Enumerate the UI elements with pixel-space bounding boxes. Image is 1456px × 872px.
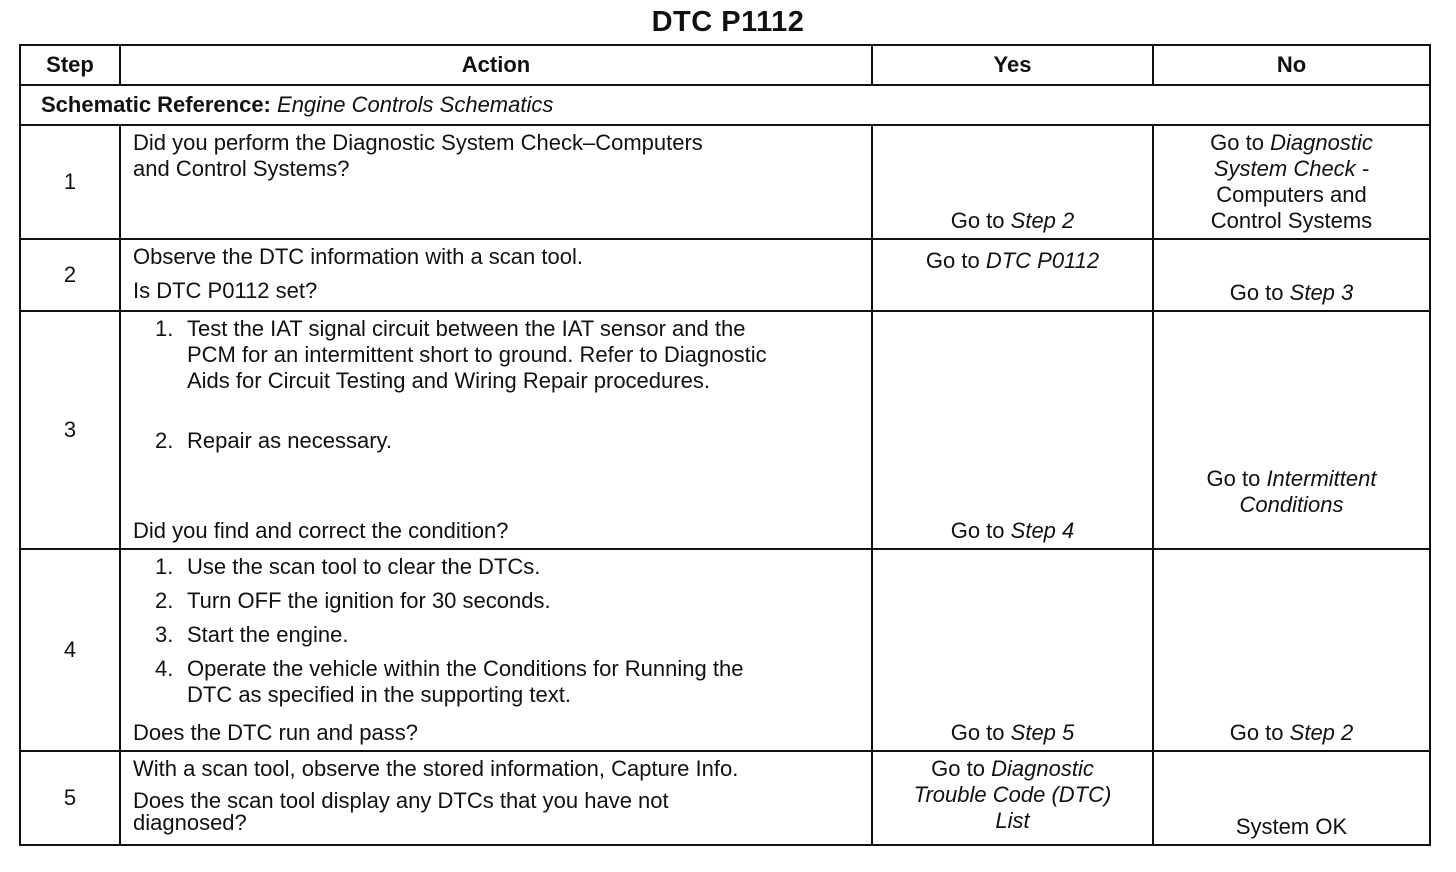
action-text: and Control Systems? [133,156,350,181]
header-no: No [1153,45,1430,85]
step-number: 1 [20,125,120,239]
no-target: Step 3 [1289,280,1354,305]
yes-link[interactable] [873,756,1152,834]
no-link[interactable] [1154,280,1429,306]
yes-target: List [995,808,1030,833]
yes-cell [872,239,1153,311]
action-cell [120,239,872,311]
go-to-text: Go to [1210,130,1264,155]
list-number: 2. [155,588,174,613]
no-target: System Check - [1213,156,1370,181]
action-list [133,554,861,708]
action-text: Did you perform the Diagnostic System Check–Computers [133,130,703,155]
header-action: Action [120,45,872,85]
action-question: Did you find and correct the condition? [133,518,509,543]
action-list [133,316,861,454]
list-text: Repair as necessary. [187,428,393,453]
yes-target: Trouble Code (DTC) [913,782,1112,807]
header-yes: Yes [872,45,1153,85]
list-text: Operate the vehicle within the Conditions for Running the [187,656,744,681]
table-row [20,239,1430,311]
no-target: Conditions [1239,492,1344,517]
yes-cell [872,549,1153,751]
yes-cell [872,311,1153,549]
action-text: Observe the DTC information with a scan tool. [133,244,583,269]
list-number: 4. [155,656,174,681]
list-number: 1. [155,316,174,341]
no-target: Diagnostic [1270,130,1373,155]
no-cell [1153,549,1430,751]
step-number: 4 [20,549,120,751]
list-item [133,656,861,708]
no-cell [1153,125,1430,239]
schematic-reference [20,85,1430,125]
no-cell [1153,311,1430,549]
no-link[interactable] [1154,466,1429,518]
yes-link[interactable] [873,248,1152,274]
list-number: 1. [155,554,174,579]
action-cell [120,751,872,845]
action-cell [120,549,872,751]
list-text: Turn OFF the ignition for 30 seconds. [187,588,551,613]
go-to-text: Go to [1229,280,1284,305]
schematic-row [20,85,1430,125]
no-cell [1153,751,1430,845]
yes-link[interactable] [873,208,1152,234]
yes-target: Step 2 [1010,208,1075,233]
action-question: Does the scan tool display any DTCs that you have not [133,788,669,813]
no-target: Intermittent [1266,466,1377,491]
page-title: DTC P1112 [651,6,805,38]
action-cell [120,125,872,239]
yes-target: Diagnostic [991,756,1094,781]
step-number: 2 [20,239,120,311]
action-cell [120,311,872,549]
list-item [133,316,861,394]
list-text: Test the IAT signal circuit between the IAT sensor and the [187,316,746,341]
action-question: Does the DTC run and pass? [133,720,418,745]
list-text: Start the engine. [187,622,349,647]
action-text: With a scan tool, observe the stored information, Capture Info. [133,756,739,781]
go-to-text: Go to [1206,466,1261,491]
yes-link[interactable] [873,518,1152,544]
yes-cell [872,751,1153,845]
table-row [20,549,1430,751]
list-text: DTC as specified in the supporting text. [187,682,571,707]
no-target-plain: Computers and [1216,182,1367,207]
table-row [20,751,1430,845]
go-to-text: Go to [950,208,1005,233]
action-question: diagnosed? [133,810,247,835]
header-row [20,45,1430,85]
list-text: Aids for Circuit Testing and Wiring Repair procedures. [187,368,710,393]
yes-cell [872,125,1153,239]
list-text: PCM for an intermittent short to ground. Refer to Diagnostic [187,342,767,367]
go-to-text: Go to [950,518,1005,543]
no-link[interactable] [1154,720,1429,746]
no-link[interactable] [1154,130,1429,234]
step-number: 5 [20,751,120,845]
table-row [20,125,1430,239]
go-to-text: Go to [931,756,985,781]
schematic-label: Schematic Reference: [41,92,271,117]
yes-target: DTC P0112 [985,248,1100,273]
no-target-plain: Control Systems [1210,208,1373,233]
list-number: 2. [155,428,174,453]
action-question: Is DTC P0112 set? [133,278,318,303]
go-to-text: Go to [925,248,980,273]
go-to-text: Go to [1229,720,1284,745]
diagnostic-table [19,44,1431,846]
yes-target: Step 5 [1010,720,1075,745]
list-text: Use the scan tool to clear the DTCs. [187,554,541,579]
step-number: 3 [20,311,120,549]
list-item [133,588,861,614]
list-number: 3. [155,622,174,647]
no-cell [1153,239,1430,311]
schematic-value: Engine Controls Schematics [277,92,554,117]
yes-target: Step 4 [1010,518,1075,543]
no-target: Step 2 [1289,720,1354,745]
no-result: System OK [1235,814,1348,839]
header-step: Step [20,45,120,85]
list-item [133,554,861,580]
table-row [20,311,1430,549]
yes-link[interactable] [873,720,1152,746]
list-item [133,428,861,454]
list-item [133,622,861,648]
go-to-text: Go to [950,720,1005,745]
